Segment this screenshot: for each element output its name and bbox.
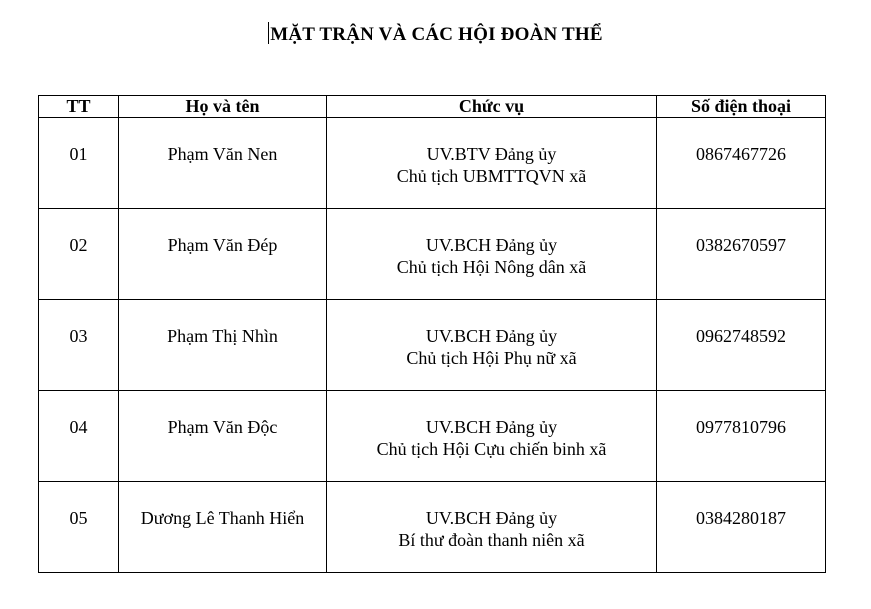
cell-name: Phạm Văn Độc [119, 391, 327, 482]
table-row [39, 209, 826, 300]
header-tt: TT [39, 96, 119, 118]
page-title [0, 22, 871, 46]
cell-tt: 01 [39, 118, 119, 209]
cell-tt: 02 [39, 209, 119, 300]
table-row [39, 118, 826, 209]
cell-phone: 0962748592 [657, 300, 826, 391]
table-row [39, 482, 826, 573]
cell-name: Phạm Văn Đép [119, 209, 327, 300]
page-title-text: MẶT TRẬN VÀ CÁC HỘI ĐOÀN THỂ [270, 24, 603, 45]
cell-name: Phạm Thị Nhìn [119, 300, 327, 391]
cell-tt: 05 [39, 482, 119, 573]
role-line-1: UV.BCH Đảng ủy [425, 508, 558, 528]
role-line-1: UV.BCH Đảng ủy [425, 417, 558, 437]
cell-tt: 04 [39, 391, 119, 482]
cell-phone: 0977810796 [657, 391, 826, 482]
table-row [39, 391, 826, 482]
header-name: Họ và tên [119, 96, 327, 118]
table-header-row [39, 96, 826, 118]
cell-role [327, 118, 657, 209]
cell-role [327, 482, 657, 573]
role-line-2: Chủ tịch Hội Phụ nữ xã [406, 348, 577, 368]
table-row [39, 300, 826, 391]
cell-role [327, 391, 657, 482]
role-line-2: Chủ tịch Hội Nông dân xã [396, 257, 587, 277]
role-line-1: UV.BCH Đảng ủy [425, 326, 558, 346]
cell-name: Dương Lê Thanh Hiển [119, 482, 327, 573]
contact-table [38, 95, 826, 573]
header-role: Chức vụ [327, 96, 657, 118]
role-line-2: Chủ tịch UBMTTQVN xã [396, 166, 587, 186]
cell-role [327, 209, 657, 300]
header-phone: Số điện thoại [657, 96, 826, 118]
role-line-1: UV.BTV Đảng ủy [426, 144, 557, 164]
cell-role [327, 300, 657, 391]
cell-name: Phạm Văn Nen [119, 118, 327, 209]
role-line-2: Bí thư đoàn thanh niên xã [398, 530, 585, 550]
cell-phone: 0867467726 [657, 118, 826, 209]
role-line-2: Chủ tịch Hội Cựu chiến binh xã [376, 439, 607, 459]
cell-tt: 03 [39, 300, 119, 391]
cell-phone: 0384280187 [657, 482, 826, 573]
role-line-1: UV.BCH Đảng ủy [425, 235, 558, 255]
cell-phone: 0382670597 [657, 209, 826, 300]
